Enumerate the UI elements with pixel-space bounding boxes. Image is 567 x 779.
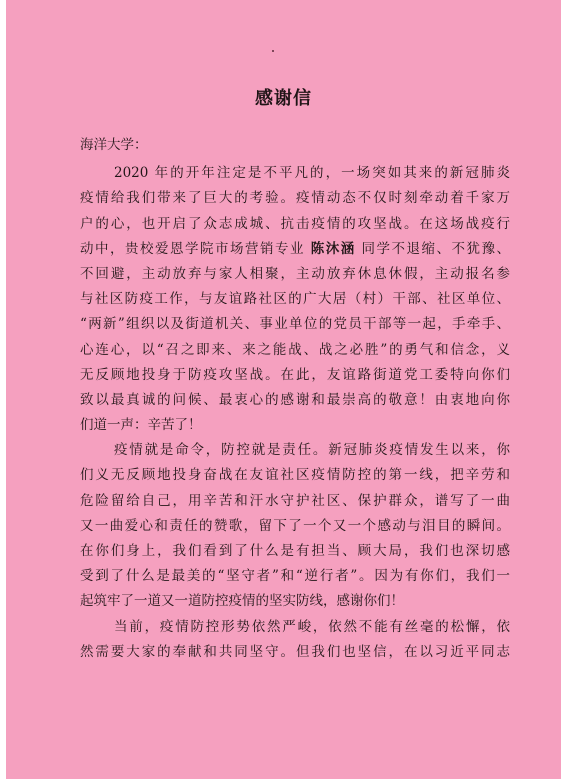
- paragraph-2-line: 在你们身上，我们看到了什么是有担当、顾大局，我们也深切感: [80, 543, 510, 559]
- letter-title: 感谢信: [255, 88, 312, 109]
- text-after-name: 同学不退缩、不犹豫、: [355, 240, 510, 257]
- letter-body: [80, 133, 510, 665]
- paragraph-1-line: 无反顾地投身于防疫攻坚战。在此，友谊路街道党工委特向你们: [80, 366, 510, 383]
- paragraph-1-line-with-name: [80, 237, 510, 262]
- student-name: 陈沐涵: [310, 240, 356, 257]
- salutation: 海洋大学：: [80, 137, 148, 153]
- paragraph-1-line: “两新”组织以及街道机关、事业单位的党员干部等一起，手牵手、: [80, 316, 510, 333]
- paragraph-1-line: 疫情给我们带来了巨大的考验。疫情动态不仅时刻牵动着千家万: [80, 190, 510, 207]
- paragraph-3-line: 当前，疫情防控形势依然严峻，依然不能有丝毫的松懈，依: [114, 618, 510, 635]
- paragraph-1-line: 与社区防疫工作，与友谊路社区的广大居（村）干部、社区单位、: [80, 291, 510, 308]
- paragraph-2-line: 起筑牢了一道又一道防控疫情的坚实防线，感谢你们！: [80, 593, 404, 610]
- letter-paper: [6, 0, 561, 779]
- paragraph-3-line: 然需要大家的奉献和共同坚守。但我们也坚信，在以习近平同志: [80, 643, 510, 660]
- paragraph-1: [80, 161, 510, 438]
- paragraph-1-line: 心连心，以“召之即来、来之能战、战之必胜”的勇气和信念，义: [80, 341, 510, 358]
- paragraph-1-line: 不回避，主动放弃与家人相聚，主动放弃休息休假，主动报名参: [80, 265, 510, 282]
- paragraph-3: [80, 615, 510, 665]
- paragraph-2-line: 们义无反顾地投身奋战在友谊社区疫情防控的第一线，把辛劳和: [80, 467, 510, 484]
- paragraph-1-line: 致以最真诚的问候、最衷心的感谢和最崇高的敬意！由衷地向你: [80, 391, 510, 408]
- paragraph-2-line: 危险留给自己，用辛苦和汗水守护社区、保护群众，谱写了一曲: [80, 492, 510, 509]
- paragraph-2-line: 又一曲爱心和责任的赞歌，留下了一个又一个感动与泪目的瞬间。: [80, 517, 510, 534]
- text-before-name: 动中，贵校爱恩学院市场营销专业: [80, 240, 311, 257]
- paragraph-1-line: 户的心，也开启了众志成城、抗击疫情的攻坚战。在这场战疫行: [80, 215, 510, 232]
- paragraph-2-line: 疫情就是命令，防控就是责任。新冠肺炎疫情发生以来，你: [114, 442, 510, 459]
- paragraph-2-line: 受到了什么是最美的“坚守者”和“逆行者”。因为有你们，我们一: [80, 568, 510, 585]
- paragraph-2: [80, 438, 510, 614]
- paragraph-1-line: 们道一声：辛苦了！: [80, 417, 202, 434]
- paper-speck: [272, 50, 274, 52]
- paragraph-1-line: 2020 年的开年注定是不平凡的，一场突如其来的新冠肺炎: [114, 165, 510, 182]
